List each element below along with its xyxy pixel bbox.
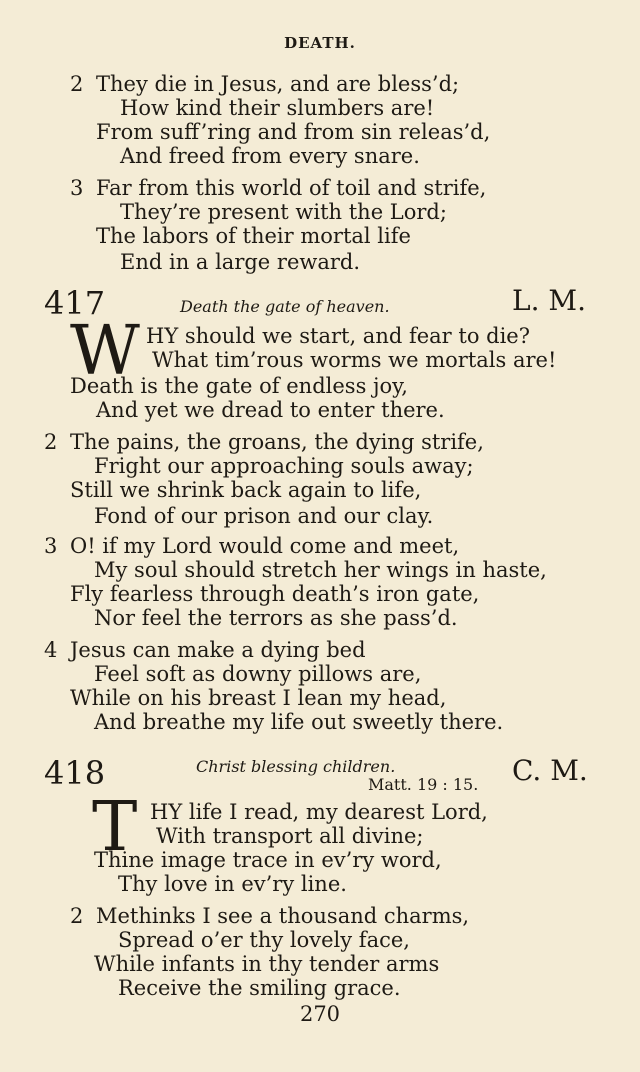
hymn-title: Christ blessing children.: [196, 757, 396, 776]
verse-line: The labors of their mortal life: [96, 224, 411, 248]
verse-line: And yet we dread to enter there.: [96, 398, 445, 422]
verse-line: HY life I read, my dearest Lord,: [150, 800, 488, 824]
verse-line: While on his breast I lean my head,: [70, 686, 447, 710]
verse-line: Feel soft as downy pillows are,: [94, 662, 422, 686]
stanza-number: 3: [44, 534, 58, 558]
verse-line: What tim’rous worms we mortals are!: [152, 348, 557, 372]
hymn-number: 417: [44, 284, 106, 322]
verse-line: Methinks I see a thousand charms,: [96, 904, 470, 928]
drop-cap: T: [92, 788, 138, 867]
verse-line: Still we shrink back again to life,: [70, 478, 422, 502]
stanza-number: 3: [70, 176, 84, 200]
verse-line: End in a large reward.: [120, 250, 361, 274]
page-number: 270: [299, 1002, 341, 1026]
verse-line: Fond of our prison and our clay.: [94, 504, 434, 528]
verse-line: How kind their slumbers are!: [120, 96, 435, 120]
stanza-number: 2: [70, 904, 84, 928]
verse-line: With transport all divine;: [156, 824, 424, 848]
stanza-number: 2: [44, 430, 58, 454]
verse-line: Death is the gate of endless joy,: [70, 374, 408, 398]
verse-line: My soul should stretch her wings in haste,: [94, 558, 547, 582]
verse-line: Far from this world of toil and strife,: [96, 176, 487, 200]
verse-line: They’re present with the Lord;: [120, 200, 447, 224]
verse-line: Receive the smiling grace.: [118, 976, 401, 1000]
verse-line: Thy love in ev’ry line.: [118, 872, 347, 896]
verse-line: While infants in thy tender arms: [94, 952, 440, 976]
hymn-number: 418: [44, 754, 106, 792]
verse-line: And breathe my life out sweetly there.: [94, 710, 504, 734]
verse-line: From suff’ring and from sin releas’d,: [96, 120, 491, 144]
verse-line: Fly fearless through death’s iron gate,: [70, 582, 480, 606]
verse-line: O! if my Lord would come and meet,: [70, 534, 460, 558]
verse-line: Thine image trace in ev’ry word,: [94, 848, 442, 872]
stanza-number: 4: [44, 638, 58, 662]
verse-line: Nor feel the terrors as she pass’d.: [94, 606, 458, 630]
verse-line: And freed from every snare.: [120, 144, 420, 168]
hymn-title: Death the gate of heaven.: [180, 297, 390, 316]
verse-line: They die in Jesus, and are bless’d;: [96, 72, 460, 96]
drop-cap: W: [70, 312, 140, 391]
verse-line: Spread o’er thy lovely face,: [118, 928, 410, 952]
verse-line: HY should we start, and fear to die?: [146, 324, 530, 348]
hymn-meter: C. M.: [512, 754, 588, 787]
scripture-reference: Matt. 19 : 15.: [368, 775, 479, 794]
verse-line: Jesus can make a dying bed: [70, 638, 366, 662]
verse-line: The pains, the groans, the dying strife,: [70, 430, 484, 454]
hymn-meter: L. M.: [512, 284, 586, 317]
page-header: DEATH.: [284, 34, 356, 52]
stanza-number: 2: [70, 72, 84, 96]
verse-line: Fright our approaching souls away;: [94, 454, 474, 478]
